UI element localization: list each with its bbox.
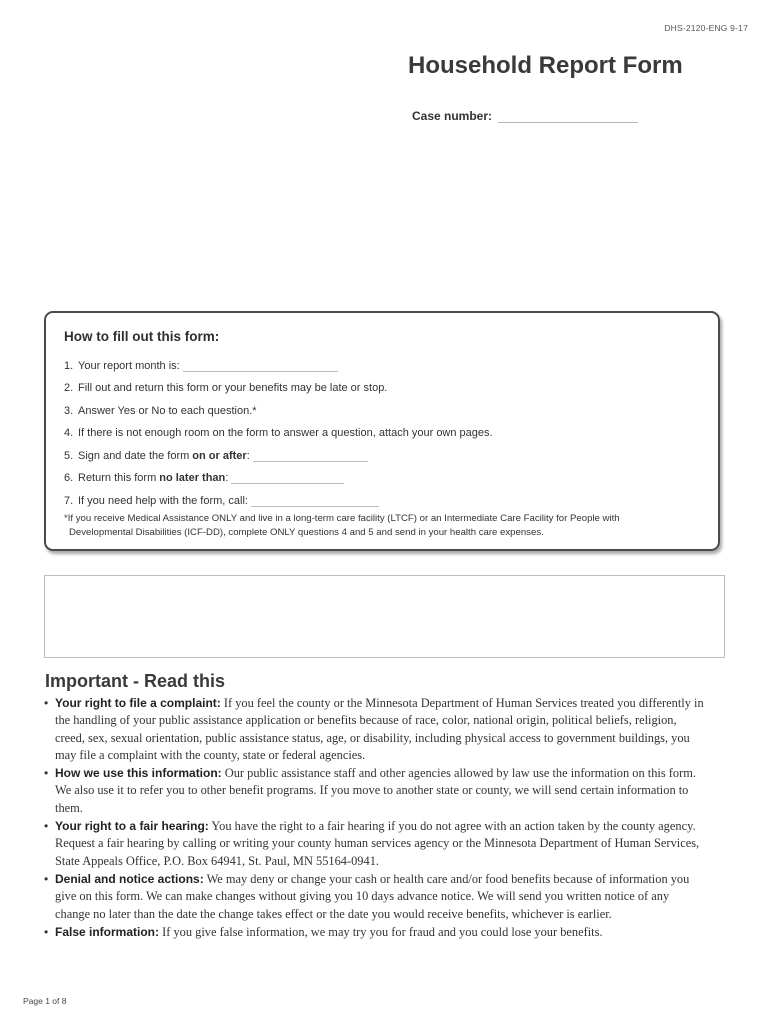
form-code: DHS-2120-ENG 9-17 — [664, 23, 748, 33]
help-phone-field[interactable] — [251, 494, 379, 507]
instructions-footnote: *If you receive Medical Assistance ONLY and live in a long-term care facility (LTCF) or an Intermediate Care Facility for People with Developmental Disabilities (ICF-DD), complete ONLY questions 4 and 5 and send in your health care expenses. — [64, 512, 620, 538]
list-item: • Denial and notice actions: We may deny or change your cash or health care and/or food benefits because of information you give on this form. We can make changes without giving you 10 days advance notice. We will send you written notice of any change no later than the date the change takes effect or the date you would receive benefits, whichever is earlier. — [44, 871, 690, 921]
list-item: • How we use this information: Our public assistance staff and other agencies allowed by law use the information on this form. We also use it to refer you to other benefit programs. If you move to another state or county, we will send certain information to them. — [44, 766, 696, 815]
instruction-step: 1. Your report month is: — [64, 349, 700, 372]
bullet-icon: • — [44, 819, 49, 834]
return-date-field[interactable] — [231, 471, 344, 484]
bullet-icon: • — [44, 924, 49, 939]
page-title: Household Report Form — [408, 52, 683, 79]
case-number-label: Case number: — [412, 109, 493, 123]
sign-date-field[interactable] — [253, 449, 368, 462]
instruction-step: 6. Return this form no later than : — [64, 462, 700, 485]
bullet-icon: • — [44, 871, 49, 886]
report-month-field[interactable] — [183, 359, 338, 372]
important-list — [44, 695, 704, 941]
address-box — [44, 575, 725, 658]
case-number-row — [412, 108, 638, 123]
case-number-field[interactable] — [498, 108, 638, 123]
page-number: Page 1 of 8 — [23, 996, 67, 1006]
instruction-step: 4. If there is not enough room on the form to answer a question, attach your own pages. — [64, 427, 493, 439]
instructions-box — [44, 311, 720, 551]
instruction-step: 3. Answer Yes or No to each question.* — [64, 404, 257, 417]
bullet-icon: • — [44, 766, 49, 781]
list-item: • False information: If you give false information, we may try you for fraud and you could lose your benefits. — [44, 924, 704, 941]
important-title: Important - Read this — [45, 671, 226, 691]
list-item: • Your right to a fair hearing: You have the right to a fair hearing if you do not agree with an action taken by the county agency. Request a fair hearing by calling or writing your county human services agency or the Minnesota Department of Human Services, State Appeals Office, P.O. Box 64941, St. Paul, MN 55164-0941. — [44, 819, 700, 868]
list-item: • Your right to file a complaint: If you feel the county or the Minnesota Department of Human Services treated you differently in the handling of your public assistance application or benefits because of race, color, national origin, political beliefs, religion, creed, sex, sexual orientation, public assistance status, age, or disability, including physical access to government buildings, you may file a complaint with the county, state or federal agencies. — [44, 696, 704, 762]
instructions-title: How to fill out this form: — [64, 329, 220, 344]
instruction-step: 7. If you need help with the form, call: — [64, 484, 700, 507]
bullet-icon: • — [44, 696, 49, 710]
instruction-step: 5. Sign and date the form on or after : — [64, 439, 700, 462]
instruction-step: 2. Fill out and return this form or your benefits may be late or stop. — [64, 382, 388, 394]
